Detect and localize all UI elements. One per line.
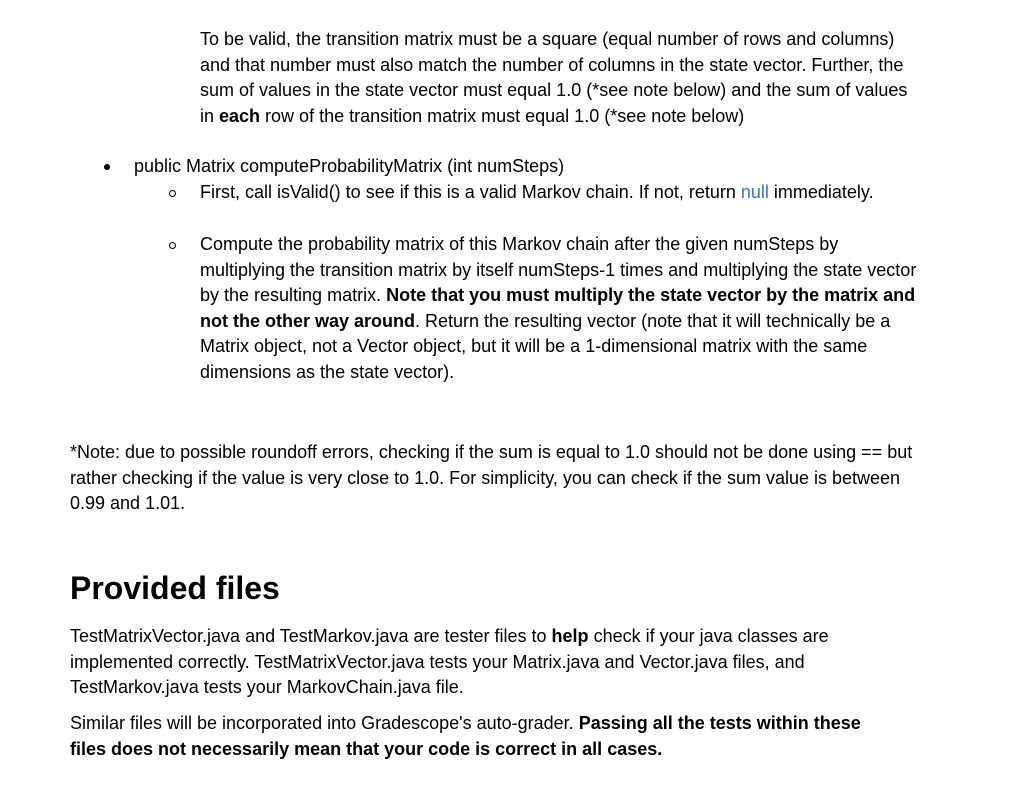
sub1-text-1: First, call isValid() to see if this is a valid Markov chain. If not, return bbox=[200, 182, 741, 202]
p3-text-1: TestMatrixVector.java and TestMarkov.java are tester files to bbox=[70, 626, 552, 646]
bullet-circle-icon bbox=[169, 190, 176, 197]
sub-bullet-compute-text bbox=[200, 232, 920, 385]
validity-paragraph bbox=[200, 27, 920, 129]
bullet-circle-icon bbox=[169, 242, 176, 249]
roundoff-note: *Note: due to possible roundoff errors, checking if the sum is equal to 1.0 should not be done using == but rather checking if the value is very close to 1.0. For simplicity, you can check if the sum value is between 0.99 and 1.01. bbox=[70, 442, 913, 513]
bullet-disc-icon bbox=[104, 164, 110, 170]
sub-bullet-isvalid-text bbox=[200, 180, 920, 206]
p4-text-1: Similar files will be incorporated into Gradescope's auto-grader. bbox=[70, 713, 579, 733]
sub1-text-2: immediately. bbox=[768, 182, 874, 202]
validity-text-1: To be valid, the transition matrix must be a square (equal number of rows and columns) and that number must also match the number of columns in the state vector. Further, the sum of values in the state vector must equal 1.0 (*see note below) and the sum of values in bbox=[200, 29, 908, 126]
p3-text-2: check if your java classes are implemented correctly. TestMatrixVector.java tests your Matrix.java and Vector.java files, and TestMarkov.java tests your MarkovChain.java file. bbox=[70, 626, 829, 697]
validity-text-2: row of the transition matrix must equal 1.0 (*see note below) bbox=[260, 105, 745, 126]
provided-files-paragraph bbox=[70, 624, 900, 701]
sub2-text-2: . Return the resulting vector (note that it will technically be a Matrix object, not a Vector object, but it will be a 1-dimensional matrix with the same dimensions as the state vector). bbox=[200, 310, 891, 382]
autograder-paragraph bbox=[70, 711, 900, 762]
p3-emphasis: help bbox=[551, 626, 589, 646]
p4-emphasis: Passing all the tests within these files does not necessarily mean that your code is correct in all cases. bbox=[70, 713, 861, 759]
sub2-emphasis: Note that you must multiply the state vector by the matrix and not the other way around bbox=[200, 285, 916, 331]
method-signature: public Matrix computeProbabilityMatrix (int numSteps) bbox=[134, 156, 565, 176]
null-keyword: null bbox=[740, 182, 769, 202]
validity-emphasis: each bbox=[219, 105, 261, 126]
section-heading: Provided files bbox=[70, 570, 280, 606]
sub2-text-1: Compute the probability matrix of this Markov chain after the given numSteps by multiplying the transition matrix by itself numSteps-1 times and multiplying the state vector by the resulting matrix. bbox=[200, 234, 917, 305]
